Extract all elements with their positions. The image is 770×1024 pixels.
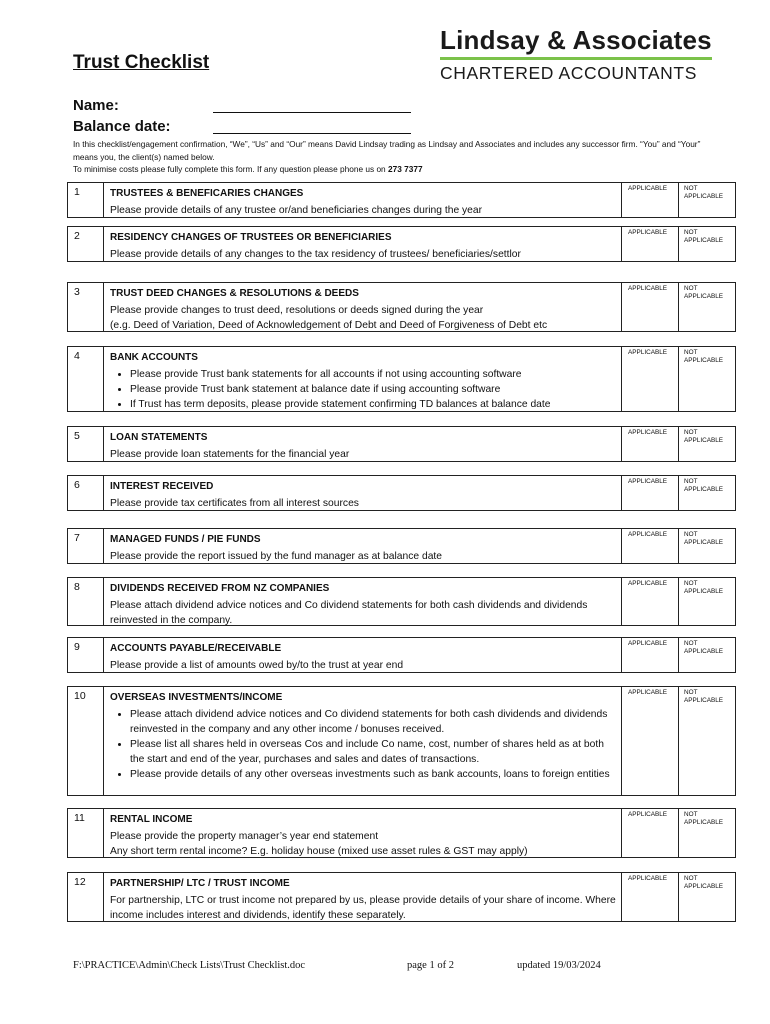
item-number: 1: [68, 183, 104, 217]
applicable-checkbox[interactable]: APPLICABLE: [622, 427, 679, 461]
not-applicable-checkbox[interactable]: NOT APPLICABLE: [684, 531, 724, 546]
item-bullet: • Please provide Trust bank statements for all accounts if not using accounting software: [130, 367, 617, 382]
applicable-checkbox[interactable]: APPLICABLE: [622, 638, 679, 672]
footer-path: F:\PRACTICE\Admin\Check Lists\Trust Checklist.doc: [73, 960, 306, 971]
item-description: [104, 578, 622, 625]
item-text: Please provide tax certificates from all interest sources: [110, 498, 359, 509]
item-number: 7: [68, 529, 104, 563]
item-description: [104, 476, 622, 510]
intro-instruction: [73, 163, 713, 176]
item-heading: BANK ACCOUNTS: [110, 352, 198, 363]
item-number: 12: [68, 873, 104, 921]
applicable-checkbox[interactable]: APPLICABLE: [622, 873, 679, 921]
item-text: (e.g. Deed of Variation, Deed of Acknowledgement of Debt and Deed of Forgiveness of Debt etc: [110, 320, 548, 331]
item-heading: INTEREST RECEIVED: [110, 481, 214, 492]
intro-text: [73, 138, 713, 176]
item-number: 6: [68, 476, 104, 510]
checklist-row-5: [67, 426, 736, 462]
not-applicable-checkbox[interactable]: NOT APPLICABLE: [684, 285, 724, 300]
item-text: Please provide loan statements for the financial year: [110, 449, 350, 460]
balance-date-input-line[interactable]: [213, 118, 411, 134]
item-description: [104, 347, 622, 411]
company-logo: [440, 26, 715, 84]
checklist-row-8: [67, 577, 736, 626]
phone-number: 273 7377: [387, 164, 423, 174]
item-heading: MANAGED FUNDS / PIE FUNDS: [110, 534, 261, 545]
item-number: 10: [68, 687, 104, 795]
applicable-checkbox[interactable]: APPLICABLE: [622, 809, 679, 857]
not-applicable-checkbox[interactable]: NOT APPLICABLE: [684, 229, 724, 244]
item-description: [104, 638, 622, 672]
item-number: 5: [68, 427, 104, 461]
applicable-checkbox[interactable]: APPLICABLE: [622, 687, 679, 795]
not-applicable-checkbox[interactable]: NOT APPLICABLE: [684, 349, 724, 364]
checklist-row-6: [67, 475, 736, 511]
item-heading: LOAN STATEMENTS: [110, 432, 208, 443]
item-heading: RENTAL INCOME: [110, 814, 193, 825]
item-description: [104, 873, 622, 921]
name-label: Name:: [73, 97, 119, 114]
item-text: Any short term rental income? E.g. holiday house (mixed use asset rules & GST may apply): [110, 846, 528, 857]
item-text: Please provide details of any changes to the tax residency of trustees/ beneficiaries/settlor: [110, 249, 521, 260]
checklist-row-3: [67, 282, 736, 332]
checklist-row-12: [67, 872, 736, 922]
not-applicable-checkbox[interactable]: NOT APPLICABLE: [684, 478, 724, 493]
item-bullet: • Please list all shares held in overseas Cos and include Co name, cost, number of shares held as at both the start and end of the year, purchases and sales and dates of transactions.: [130, 737, 617, 767]
item-bullet: • Please attach dividend advice notices and Co dividend statements for both cash dividends and dividends reinvested in the company and any other income / bonuses received.: [130, 707, 617, 737]
not-applicable-checkbox[interactable]: NOT APPLICABLE: [684, 875, 724, 890]
item-description: [104, 427, 622, 461]
applicable-checkbox[interactable]: APPLICABLE: [622, 347, 679, 411]
not-applicable-checkbox[interactable]: NOT APPLICABLE: [684, 640, 724, 655]
footer-page: page 1 of 2: [407, 960, 454, 971]
item-description: [104, 227, 622, 261]
footer-updated: updated 19/03/2024: [517, 960, 601, 971]
page-title: Trust Checklist: [73, 52, 210, 73]
item-bullet-list: [110, 707, 617, 782]
balance-date-field[interactable]: [73, 118, 171, 135]
not-applicable-checkbox[interactable]: NOT APPLICABLE: [684, 811, 724, 826]
not-applicable-checkbox[interactable]: NOT APPLICABLE: [684, 689, 724, 704]
intro-instruction-text: To minimise costs please fully complete this form. If any question please phone us on: [73, 164, 388, 174]
applicable-checkbox[interactable]: APPLICABLE: [622, 529, 679, 563]
item-description: [104, 283, 622, 331]
checklist-row-11: [67, 808, 736, 858]
item-number: 4: [68, 347, 104, 411]
item-text: Please provide the property manager’s year end statement: [110, 831, 379, 842]
intro-definition: In this checklist/engagement confirmation, “We”, “Us” and “Our” means David Lindsay trading as Lindsay and Associates and includes any successor firm. “You” and “Your” means you, the client(s) named below.: [73, 139, 701, 162]
item-text: Please provide details of any trustee or/and beneficiaries changes during the year: [110, 205, 483, 216]
applicable-checkbox[interactable]: APPLICABLE: [622, 476, 679, 510]
item-number: 2: [68, 227, 104, 261]
item-number: 3: [68, 283, 104, 331]
item-description: [104, 809, 622, 857]
item-text: Please attach dividend advice notices and Co dividend statements for both cash dividends and dividends reinvested in the company.: [110, 600, 588, 626]
item-number: 8: [68, 578, 104, 625]
item-text: For partnership, LTC or trust income not prepared by us, please provide details of your share of income. Where income includes interest and dividends, identify these separately.: [110, 895, 616, 921]
logo-divider: [440, 57, 712, 60]
item-heading: TRUST DEED CHANGES & RESOLUTIONS & DEEDS: [110, 288, 359, 299]
item-bullet: • Please provide details of any other overseas investments such as bank accounts, loans to foreign entities: [130, 767, 617, 782]
applicable-checkbox[interactable]: APPLICABLE: [622, 283, 679, 331]
item-heading: PARTNERSHIP/ LTC / TRUST INCOME: [110, 878, 290, 889]
checklist-row-10: [67, 686, 736, 796]
not-applicable-checkbox[interactable]: NOT APPLICABLE: [684, 185, 724, 200]
item-heading: RESIDENCY CHANGES OF TRUSTEES OR BENEFICIARIES: [110, 232, 392, 243]
applicable-checkbox[interactable]: APPLICABLE: [622, 578, 679, 625]
applicable-checkbox[interactable]: APPLICABLE: [622, 227, 679, 261]
name-input-line[interactable]: [213, 97, 411, 113]
item-heading: DIVIDENDS RECEIVED FROM NZ COMPANIES: [110, 583, 330, 594]
checklist-row-4: [67, 346, 736, 412]
checklist-row-7: [67, 528, 736, 564]
item-description: [104, 529, 622, 563]
logo-name: Lindsay & Associates: [440, 25, 712, 55]
logo-tagline: CHARTERED ACCOUNTANTS: [440, 63, 697, 83]
item-number: 11: [68, 809, 104, 857]
checklist-row-2: [67, 226, 736, 262]
item-text: Please provide the report issued by the fund manager as at balance date: [110, 551, 443, 562]
not-applicable-checkbox[interactable]: NOT APPLICABLE: [684, 429, 724, 444]
item-heading: TRUSTEES & BENEFICARIES CHANGES: [110, 188, 304, 199]
item-description: [104, 183, 622, 217]
item-bullet-list: [110, 367, 617, 412]
item-heading: OVERSEAS INVESTMENTS/INCOME: [110, 692, 283, 703]
item-bullet: • If Trust has term deposits, please provide statement confirming TD balances at balance date: [130, 397, 617, 412]
item-text: Please provide changes to trust deed, resolutions or deeds signed during the year: [110, 305, 484, 316]
applicable-checkbox[interactable]: APPLICABLE: [622, 183, 679, 217]
checklist-row-9: [67, 637, 736, 673]
item-text: Please provide a list of amounts owed by/to the trust at year end: [110, 660, 404, 671]
item-heading: ACCOUNTS PAYABLE/RECEIVABLE: [110, 643, 282, 654]
checklist-row-1: [67, 182, 736, 218]
name-field[interactable]: [73, 97, 119, 114]
not-applicable-checkbox[interactable]: NOT APPLICABLE: [684, 580, 724, 595]
item-description: [104, 687, 622, 795]
item-number: 9: [68, 638, 104, 672]
balance-date-label: Balance date:: [73, 118, 171, 135]
item-bullet: • Please provide Trust bank statement at balance date if using accounting software: [130, 382, 617, 397]
